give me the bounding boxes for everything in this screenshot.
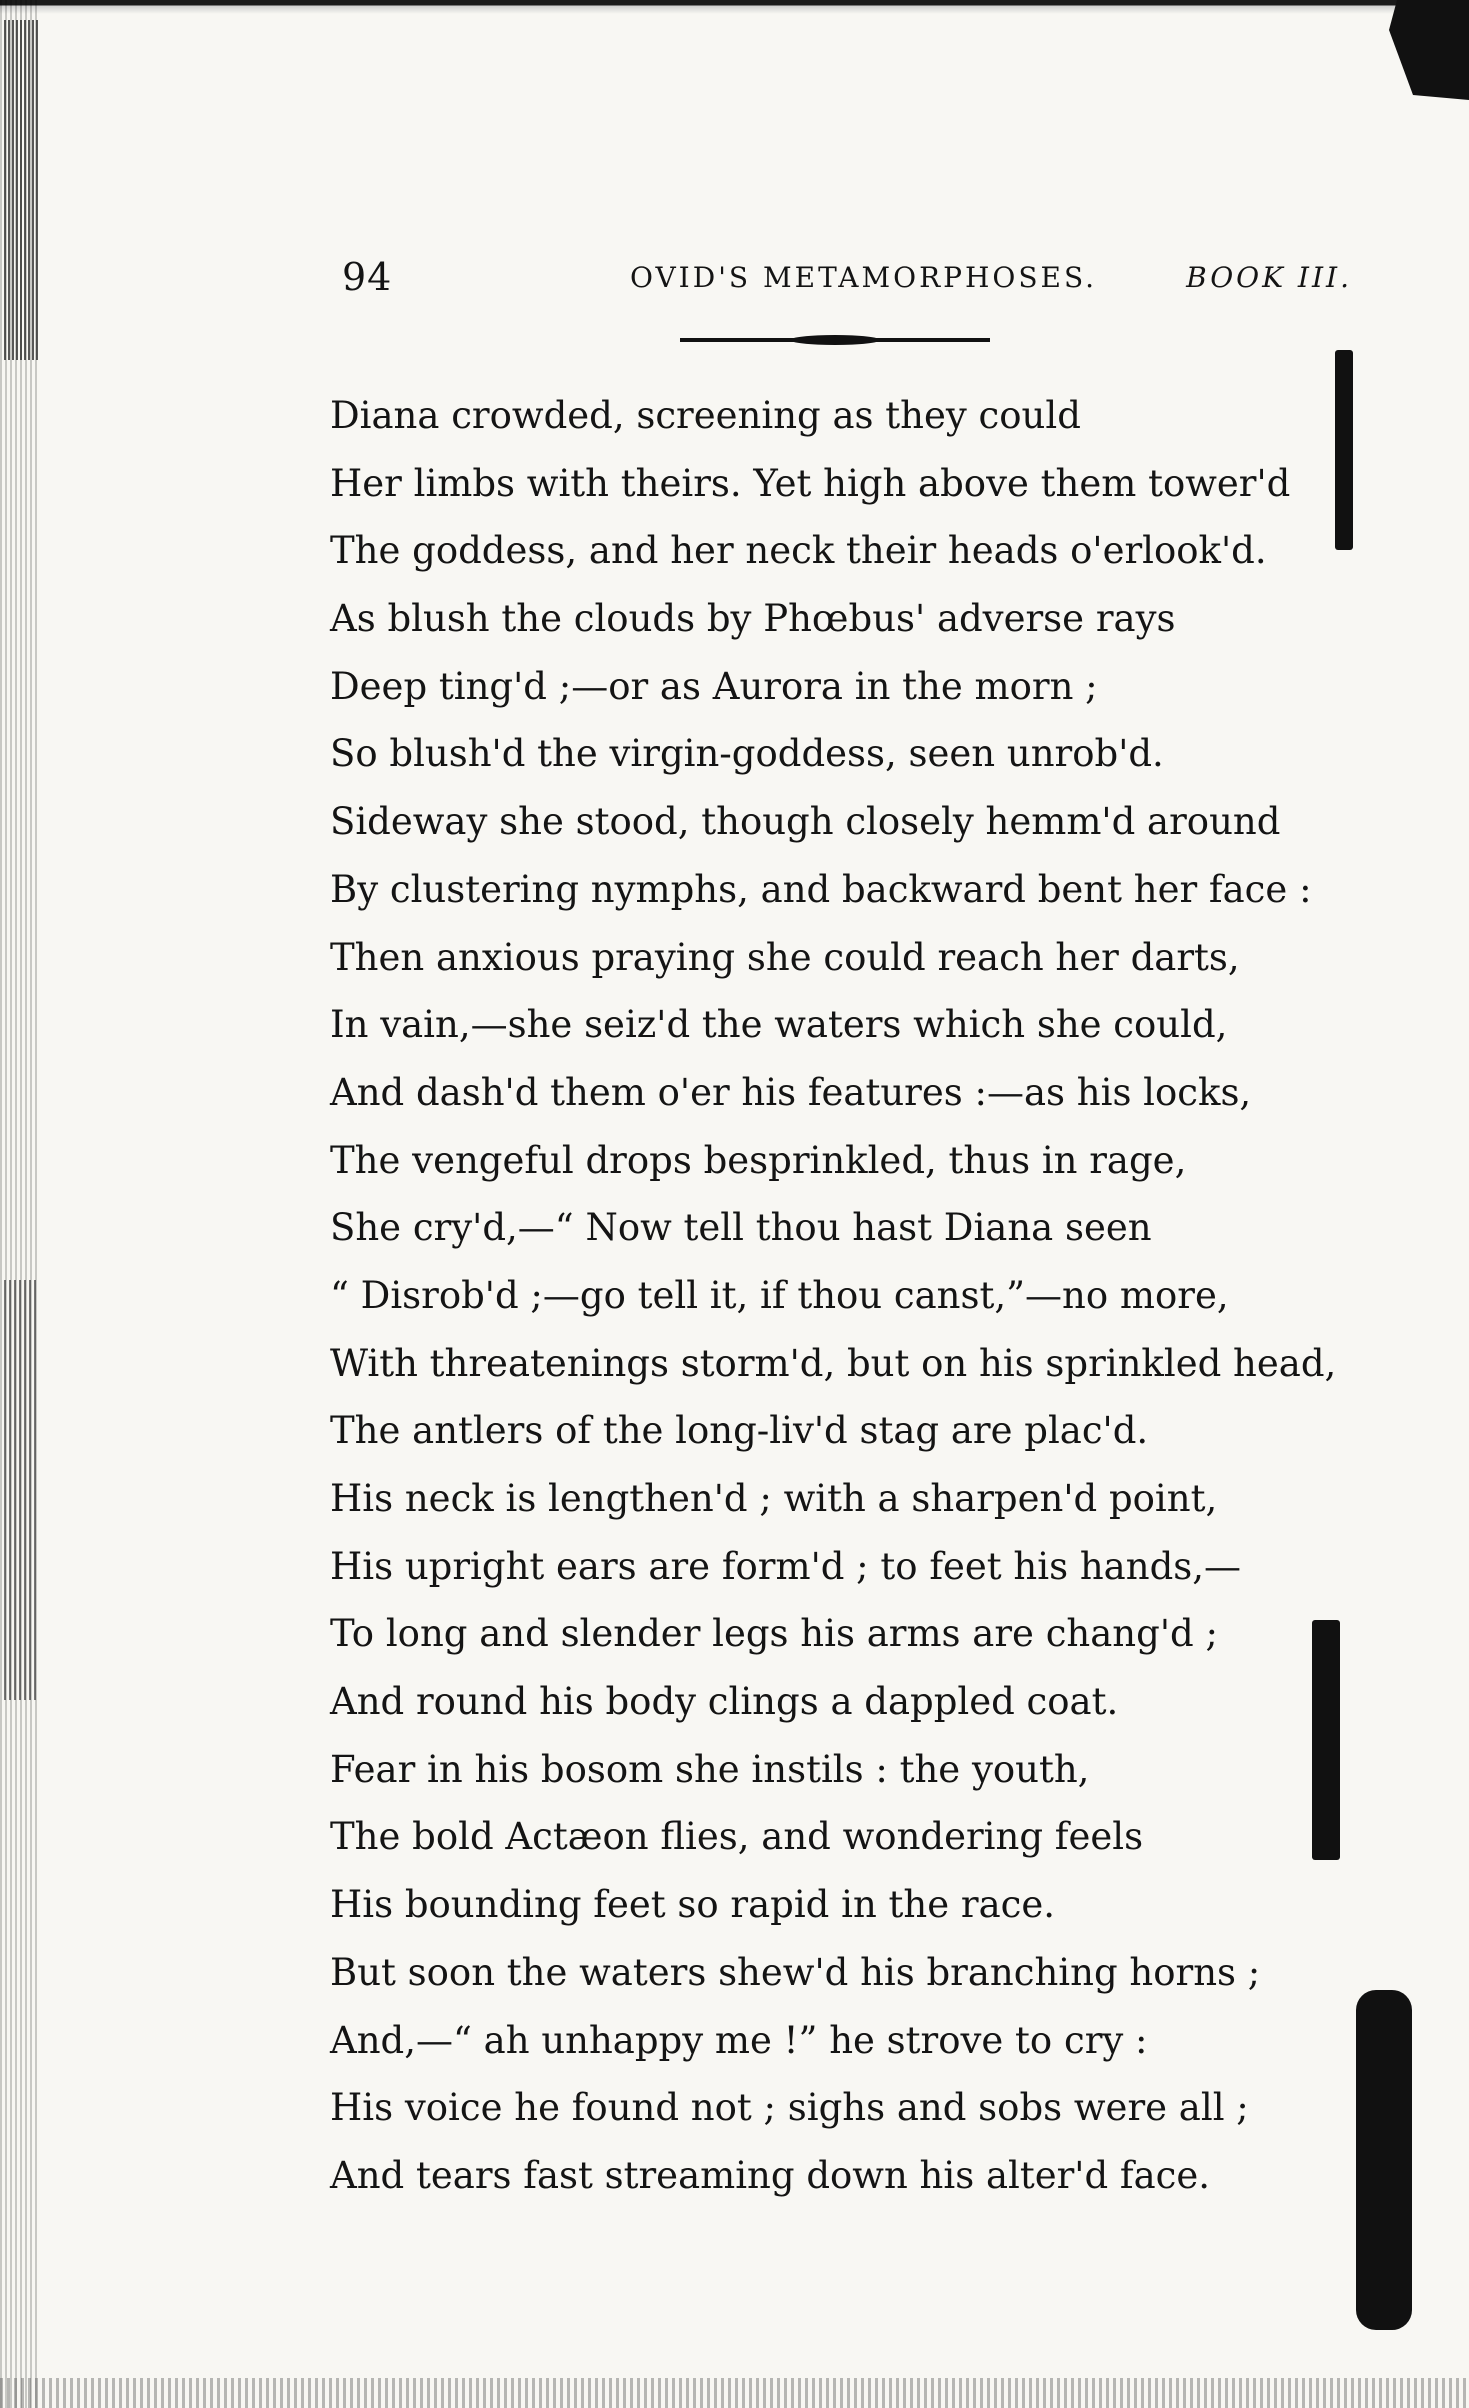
- scan-binding-shadow: [4, 20, 38, 360]
- poem-line: His neck is lengthen'd ; with a sharpen'd point,: [330, 1477, 1218, 1520]
- page-number: 94: [342, 255, 393, 299]
- scan-edge-mark: [1335, 350, 1353, 550]
- poem-text: [330, 382, 1337, 2210]
- scan-corner-mark: [1389, 0, 1469, 100]
- poem-line: Then anxious praying she could reach her darts,: [330, 935, 1240, 979]
- poem-line: And tears fast streaming down his alter'd face.: [330, 2153, 1211, 2197]
- poem-line: So blush'd the virgin-goddess, seen unrob'd.: [330, 732, 1164, 776]
- poem-line: “ Disrob'd ;—go tell it, if thou canst,”—no more,: [330, 1273, 1229, 1317]
- poem-line: His voice he found not ; sighs and sobs were all ;: [330, 2086, 1249, 2130]
- scan-top-edge: [0, 0, 1469, 14]
- running-title: OVID'S METAMORPHOSES.: [630, 261, 1098, 294]
- poem-line: But soon the waters shew'd his branching horns ;: [330, 1950, 1261, 1994]
- poem-line: Deep ting'd ;—or as Aurora in the morn ;: [330, 664, 1098, 708]
- book-reference: BOOK III.: [1186, 261, 1352, 294]
- poem-line: And dash'd them o'er his features :—as his locks,: [330, 1070, 1252, 1114]
- poem-line: Sideway she stood, though closely hemm'd around: [330, 800, 1281, 844]
- poem-line: And,—“ ah unhappy me !” he strove to cry :: [330, 2018, 1148, 2062]
- poem-line: With threatenings storm'd, but on his sprinkled head,: [330, 1341, 1337, 1385]
- poem-line: His bounding feet so rapid in the race.: [330, 1883, 1056, 1927]
- poem-line: The goddess, and her neck their heads o'erlook'd.: [330, 529, 1267, 573]
- poem-line: Fear in his bosom she instils : the youth,: [330, 1747, 1090, 1791]
- poem-line: The antlers of the long-liv'd stag are plac'd.: [330, 1409, 1149, 1453]
- scan-edge-mark: [1356, 1990, 1412, 2330]
- poem-line: The vengeful drops besprinkled, thus in rage,: [330, 1138, 1187, 1182]
- poem-line: In vain,—she seiz'd the waters which she could,: [330, 1003, 1228, 1047]
- running-head: [342, 255, 1352, 299]
- poem-line: As blush the clouds by Phœbus' adverse rays: [330, 597, 1176, 641]
- poem-line: His upright ears are form'd ; to feet his hands,—: [330, 1544, 1241, 1588]
- poem-line: And round his body clings a dappled coat.: [330, 1680, 1119, 1724]
- scan-binding-edge: [0, 0, 38, 2408]
- scan-binding-shadow: [4, 1280, 38, 1700]
- poem-line: The bold Actæon flies, and wondering feels: [330, 1815, 1144, 1859]
- poem-line: By clustering nymphs, and backward bent her face :: [330, 867, 1312, 911]
- poem-line: She cry'd,—“ Now tell thou hast Diana seen: [330, 1206, 1152, 1250]
- poem-line: Diana crowded, screening as they could: [330, 394, 1081, 437]
- poem-line: To long and slender legs his arms are chang'd ;: [330, 1612, 1218, 1656]
- poem-line: Her limbs with theirs. Yet high above them tower'd: [330, 461, 1291, 505]
- header-rule: [680, 338, 990, 342]
- scan-bottom-edge: [0, 2378, 1469, 2408]
